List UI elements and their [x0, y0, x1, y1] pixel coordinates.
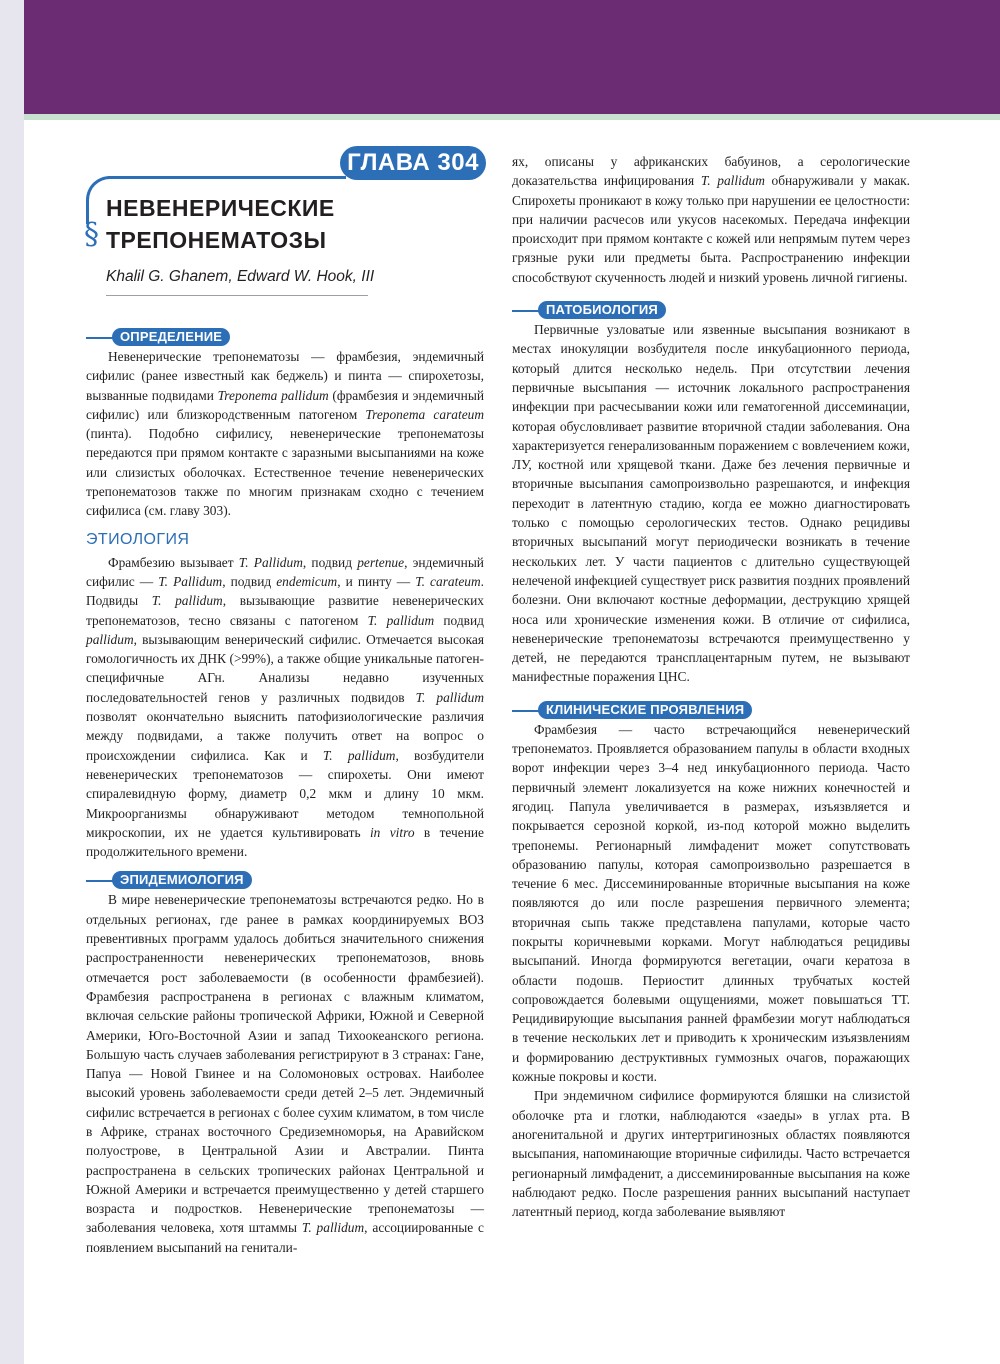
left-column — [86, 320, 484, 1257]
chapter-authors: Khalil G. Ghanem, Edward W. Hook, III — [106, 268, 375, 285]
clinical-paragraph-1: Фрамбезия — часто встречающийся невенерический трепонематоз. Проявляется образованием папулы в области входных ворот инфекции через 3–4 нед инкубационного периода. Часто первичный элемент локализуется на коже нижних конечностей и ягодиц. Папула увеличивается в размерах, изъязвляется и покрывается серозной коркой, из-под которой можно выделить трепонемы. Регионарный лимфаденит может сопутствовать образованию папулы, которая самопроизвольно разрешается в течение 6 мес. Диссеминированные вторичные высыпания на коже появляются до или после разрешения первичного элемента; вторичная сыпь также представлена папулами, которые часто покрыты коричневыми корками. Могут наблюдаться рецидивы высыпаний. Иногда формируются вегетации, очаги кератоза в области подошв. Периостит длинных трубчатых костей сопровождается болевыми ощущениями, может повышаться ТТ. Рецидивирующие высыпания ранней фрамбезии могут наблюдаться в течение нескольких лет и приводить к хроническим изъязвлениям и формированию деструктивных гуммозных очагов, поражающих кожные покровы и кости. — [512, 721, 910, 1085]
section-heading-etiology: ЭТИОЛОГИЯ — [86, 530, 190, 548]
pathobiology-paragraph: Первичные узловатые или язвенные высыпания возникают в местах инокуляции возбудителя после инкубационного периода, который длится несколько недель. При отсутствии лечения первичные высыпания — источник локального распространения инфекции при расчесывании кожи или гематогенной диссеминации, которая обусловливает развитие вторичной стадии заболевания. Она характеризуется генерализованным поражением с вовлечением кожи, ЛУ, костной или хрящевой ткани. Даже без лечения первичные и вторичные высыпания самопроизвольно разрешаются, и инфекция переходит в латентную стадию, когда ее можно диагностировать только с помощью серологических тестов. Однако рецидивы вторичных высыпаний могут периодически возникать в течение нескольких лет. У части пациентов с длительно существующей нелеченой инфекцией существует риск развития поздних проявлений болезни. Они включают костные деформации, деструкцию хрящей носа или хронические изменения кожи. В отличие от сифилиса, невенерические трепонематозы встречаются преимущественно у детей, не передаются трансплацентарным путем, не вызывают манифестные поражения ЦНС. — [512, 322, 910, 685]
epidemiology-paragraph-continued: ях, описаны у африканских бабуинов, а серологические доказательства инфицирования T. pallidum обнаруживали у макак. Спирохеты проникают в кожу только при нарушении ее целостности: при наличии расчесов или укусов насекомых. Передача инфекции происходит при прямом контакте с кожей или непрямым путем через грязные руки или предметы быта. Распространению инфекции способствуют скученность людей и низкий уровень личной гигиены. — [512, 154, 911, 285]
definition-paragraph: Невенерические трепонематозы — фрамбезия, эндемичный сифилис (ранее известный как беджель) и пинта — спирохетозы, вызванные подвидами Treponema pallidum (фрамбезия и эндемичный сифилис) или близкородственным патогеном Treponema carateum (пинта). Подобно сифилису, невенерические трепонематозы передаются при прямом контакте с заразными высыпаниями на коже или слизистых оболочках. Естественное течение невенерических трепонематозов также по многим признакам сходно с течением сифилиса (см. главу 303). — [86, 349, 485, 519]
epidemiology-continuation: ях, описаны у африканских бабуинов, а серологические доказательства инфицирования — [512, 154, 910, 189]
etiology-paragraph: Фрамбезию вызывает T. Pallidum, подвид pertenue, эндемичный сифилис — T. Pallidum, подвид endemicum, и пинту — T. carateum. Подвиды T. pallidum, вызывающие развитие невенерических трепонематозов, тесно связаны с патогеном T. pallidum подвид pallidum, вызывающим венерический сифилис. Отмечается высокая гомологичность их ДНК (>99%), а также общие уникальные патоген-специфичные АГн. Анализы недавно изученных последовательностей генов у различных подвидов T. pallidum позволят окончательно выяснить патофизиологические различия между подвидами, а также получить ответ на вопрос о происхождении сифилиса. Как и T. pallidum, возбудители невенерических трепонематозов — спирохеты. Они имеют спиралевидную форму, диаметр 0,2 мкм и длину 10 мкм. Микроорганизмы обнаруживают методом темнопольной микроскопии, их не удается культивировать in vitro в течение продолжительного времени. — [86, 554, 484, 860]
heading-label: ПАТОБИОЛОГИЯ — [538, 301, 666, 319]
top-accent-line — [24, 114, 1000, 120]
heading-label: ЭПИДЕМИОЛОГИЯ — [112, 871, 252, 889]
chapter-number-badge: ГЛАВА 304 — [340, 146, 486, 180]
authors-divider — [106, 295, 368, 296]
chapter-title-line-1: НЕВЕНЕРИЧЕСКИЕ — [106, 195, 335, 221]
epidemiology-paragraph-start: В мире невенерические трепонематозы встречаются редко. Но в отдельных регионах, где ранее в рамках координируемых ВОЗ превентивных программ удалось добиться значительного снижения распространенности невенерических трепонематозов, вновь отмечается рост заболеваемости (в особенности фрамбезией). Фрамбезия распространена в регионах с влажным климатом, включая сельские районы тропической Африки, Южной и Северной Америки, Юго-Восточной Азии и запад Тихоокеанского региона. Большую часть случаев заболевания регистрируют в 3 странах: Гане, Папуа — Новой Гвинее и на Соломоновых островах. Наиболее высокий уровень заболеваемости среди детей 2–5 лет. Эндемичный сифилис встречается в регионах с более сухим климатом, в том числе в Африке, странах восточного Средиземноморья, на Аравийском полуострове, в Центральной Азии и Австралии. Пинта распространена в сельских тропических районах Центральной и Южной Америки и встречается преимущественно у детей старшего возраста и подростков. Невенерические трепонематозы — заболевания человека, хотя штаммы T. pallidum, ассоциированные с появлением высыпаний на генитали- — [86, 892, 484, 1255]
epidemiology-hyphen-tail: , ассоциированные с появлением высыпаний на генитали- — [86, 1220, 484, 1255]
section-symbol-icon: § — [84, 217, 99, 252]
section-heading-definition — [86, 328, 484, 347]
heading-label: ОПРЕДЕЛЕНИЕ — [112, 328, 230, 346]
heading-label: КЛИНИЧЕСКИЕ ПРОЯВЛЕНИЯ — [538, 701, 752, 719]
right-column — [512, 152, 910, 1221]
chapter-title-line-2: ТРЕПОНЕМАТОЗЫ — [106, 227, 327, 253]
section-heading-pathobiology — [512, 301, 910, 320]
clinical-paragraph-2: При эндемичном сифилисе формируются бляшки на слизистой оболочке рта и глотки, наблюдаются «заеды» в углах рта. В аногенитальной и других интертригинозных областях появляются высыпания, напоминающие вторичные сифилиды. Часто встречается регионарный лимфаденит, а диссеминированные высыпания на коже наблюдают редко. После разрешения ранних высыпаний наступает латентный период, когда заболевание выявляют — [512, 1088, 910, 1220]
chapter-title — [106, 192, 406, 256]
left-margin-strip — [0, 0, 24, 1364]
section-heading-clinical — [512, 701, 910, 720]
top-color-band — [24, 0, 1000, 114]
section-heading-epidemiology — [86, 871, 484, 890]
chapter-header-rule — [108, 176, 346, 179]
